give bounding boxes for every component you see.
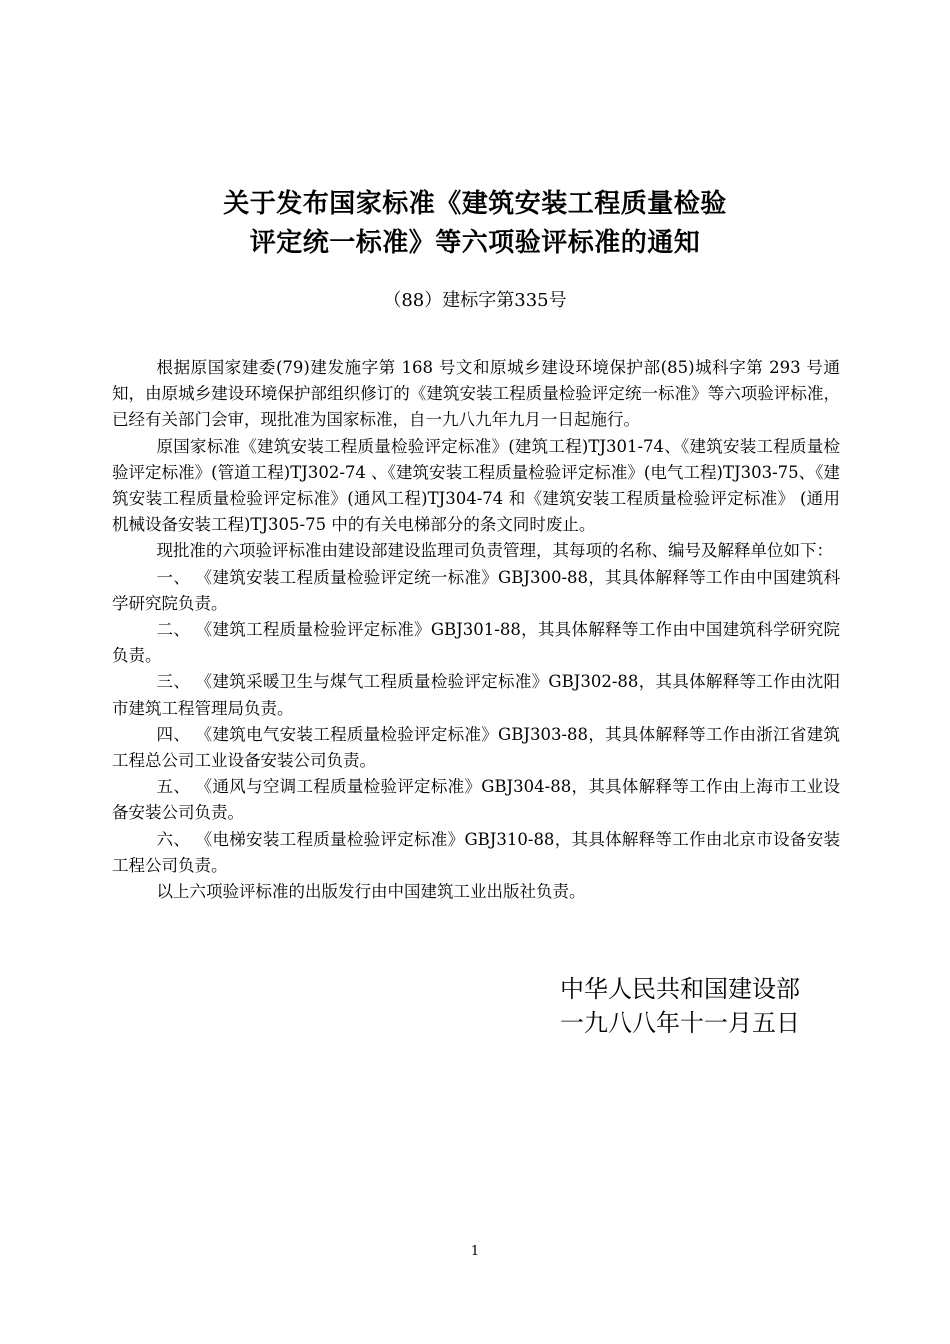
signature-block [560, 972, 850, 1040]
document-body [112, 355, 840, 905]
paragraph-publisher: 以上六项验评标准的出版发行由中国建筑工业出版社负责。 [156, 882, 586, 902]
signature-date: 一九八八年十一月五日 [560, 1009, 800, 1037]
document-title-line-2: 评定统一标准》等六项验评标准的通知 [249, 228, 701, 258]
list-item-standard-5: 五、 《通风与空调工程质量检验评定标准》GBJ304-88，其具体解释等工作由上海市工业设备安装公司负责。 [112, 777, 840, 823]
signature-organization: 中华人民共和国建设部 [560, 975, 800, 1003]
paragraph-management: 现批准的六项验评标准由建设部建设监理司负责管理，其每项的名称、编号及解释单位如下： [156, 541, 834, 561]
list-item-standard-2: 二、 《建筑工程质量检验评定标准》GBJ301-88，其具体解释等工作由中国建筑科学研究院负责。 [112, 620, 840, 666]
page-number: 1 [470, 1244, 480, 1259]
list-item-standard-6: 六、 《电梯安装工程质量检验评定标准》GBJ310-88，其具体解释等工作由北京市设备安装工程公司负责。 [112, 829, 840, 875]
paragraph-approval: 根据原国家建委(79)建发施字第 168 号文和原城乡建设环境保护部(85)城科字第 293 号通知，由原城乡建设环境保护部组织修订的《建筑安装工程质量检验评定统一标准》等六项验评标准，已经有关部门会审，现批准为国家标准，自一九八九年九月一日起施行。 [112, 358, 840, 430]
document-number: （88）建标字第335号 [383, 290, 567, 311]
list-item-standard-1: 一、 《建筑安装工程质量检验评定统一标准》GBJ300-88，其具体解释等工作由中国建筑科学研究院负责。 [112, 567, 840, 613]
paragraph-abolished-standards: 原国家标准《建筑安装工程质量检验评定标准》(建筑工程)TJ301-74、《建筑安装工程质量检验评定标准》(管道工程)TJ302-74 、《建筑安装工程质量检验评定标准》(电气工程)TJ303-75、《建筑安装工程质量检验评定标准》(通风工程)TJ304-74 和《建筑安装工程质量检验评定标准》 (通用机械设备安装工程)TJ305-75 中的有关电梯部分的条文同时废止。 [112, 436, 840, 535]
document-title-line-1: 关于发布国家标准《建筑安装工程质量检验 [223, 189, 727, 219]
list-item-standard-4: 四、 《建筑电气安装工程质量检验评定标准》GBJ303-88，其具体解释等工作由浙江省建筑工程总公司工业设备安装公司负责。 [112, 724, 840, 771]
list-item-standard-3: 三、 《建筑采暖卫生与煤气工程质量检验评定标准》GBJ302-88，其具体解释等工作由沈阳市建筑工程管理局负责。 [112, 672, 840, 718]
